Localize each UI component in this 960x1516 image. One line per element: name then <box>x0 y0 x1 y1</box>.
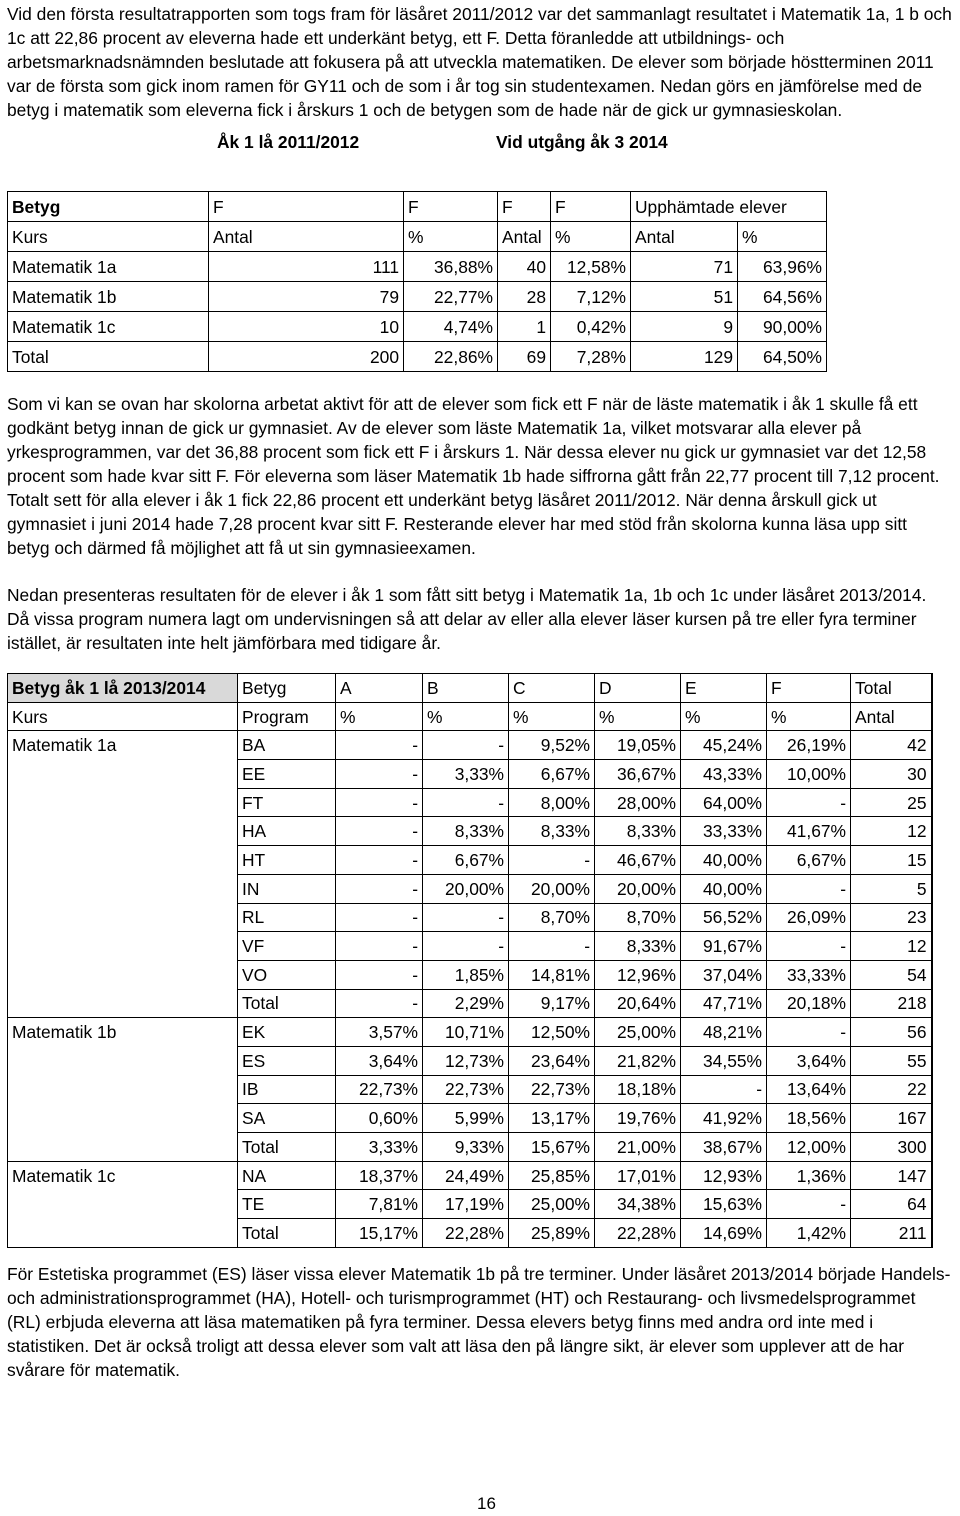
table2-cell <box>8 1190 238 1219</box>
table2-cell: 34,38% <box>595 1190 681 1219</box>
table2-cell: 26,09% <box>767 903 851 932</box>
table1-cell: 64,50% <box>738 342 827 372</box>
table1-cell: 63,96% <box>738 252 827 282</box>
table1-group-heading-1: Åk 1 lå 2011/2012 <box>217 132 360 152</box>
table1-cell: 1 <box>498 312 551 342</box>
table2-cell: A <box>336 674 423 703</box>
table2-cell: 1,42% <box>767 1219 851 1248</box>
table2-cell: 64,00% <box>681 788 767 817</box>
table2-cell <box>8 874 238 903</box>
table2-cell: B <box>423 674 509 703</box>
table2-row <box>8 788 932 817</box>
table2-cell: RL <box>238 903 336 932</box>
table2-cell: 20,00% <box>509 874 595 903</box>
table2-cell: 25,85% <box>509 1161 595 1190</box>
table2-cell: 54 <box>851 960 932 989</box>
table2-cell: Betyg åk 1 lå 2013/2014 <box>8 674 238 703</box>
table1-cell: F <box>551 192 631 222</box>
table2-cell: 8,33% <box>595 932 681 961</box>
table2-cell: - <box>767 1018 851 1047</box>
table2-cell: 25,00% <box>595 1018 681 1047</box>
table1-cell: 51 <box>631 282 738 312</box>
table2-cell: 12,73% <box>423 1046 509 1075</box>
table2-cell: - <box>509 846 595 875</box>
table2-cell: - <box>681 1075 767 1104</box>
table1-cell: 9 <box>631 312 738 342</box>
table2-cell: SA <box>238 1104 336 1133</box>
table2-cell: - <box>767 1190 851 1219</box>
table2-cell: 14,69% <box>681 1219 767 1248</box>
table1-cell: Antal <box>631 222 738 252</box>
table2-cell: Kurs <box>8 702 238 731</box>
table2-cell: Matematik 1c <box>8 1161 238 1190</box>
table2-cell: 30 <box>851 760 932 789</box>
table2-cell: 40,00% <box>681 874 767 903</box>
table2-cell <box>8 960 238 989</box>
table2-row <box>8 1075 932 1104</box>
table2-cell: 20,64% <box>595 989 681 1018</box>
table2-row <box>8 1190 932 1219</box>
table2-row <box>8 760 932 789</box>
table2-cell: % <box>595 702 681 731</box>
table2-cell: 19,76% <box>595 1104 681 1133</box>
table2-cell: - <box>423 731 509 760</box>
table2-cell: - <box>423 932 509 961</box>
table2-cell: - <box>767 874 851 903</box>
table2-cell: 12,96% <box>595 960 681 989</box>
table2-cell <box>8 1046 238 1075</box>
table2-cell: 37,04% <box>681 960 767 989</box>
table2-cell: 9,52% <box>509 731 595 760</box>
table2-cell: ES <box>238 1046 336 1075</box>
table2-cell: 5,99% <box>423 1104 509 1133</box>
table2-cell: - <box>336 817 423 846</box>
table2-cell: 22 <box>851 1075 932 1104</box>
table2-cell: 91,67% <box>681 932 767 961</box>
table2-cell: 12,50% <box>509 1018 595 1047</box>
table1-cell: 4,74% <box>404 312 498 342</box>
table2-row <box>8 846 932 875</box>
table2-cell: 9,17% <box>509 989 595 1018</box>
table2-cell: 10,71% <box>423 1018 509 1047</box>
table2-cell: 40,00% <box>681 846 767 875</box>
table2-cell <box>8 932 238 961</box>
table2-cell <box>8 1104 238 1133</box>
table2-cell: 8,33% <box>595 817 681 846</box>
table1-row-kurs <box>8 222 827 252</box>
table2-cell: 22,73% <box>423 1075 509 1104</box>
table1-cell: 22,77% <box>404 282 498 312</box>
table2-row <box>8 1018 932 1047</box>
table2-cell: 1,36% <box>767 1161 851 1190</box>
table2-cell: - <box>336 989 423 1018</box>
table1-cell: % <box>404 222 498 252</box>
table2-cell: VO <box>238 960 336 989</box>
table2-cell: 211 <box>851 1219 932 1248</box>
intro-paragraph: Vid den första resultatrapporten som togs fram för läsåret 2011/2012 var det sammanlagt resultatet i Matematik 1a, 1 b och 1c att 22,86 procent av eleverna hade ett underkänt betyg, ett F. Detta föranledde att utbildnings- och arbetsmarknadsnämnden beslutade att fokusera på att utveckla matematiken. De elever som började höstterminen 2011 var de första som gick inom ramen för GY11 och de som i år tog sin studentexamen. Nedan görs en jämförelse med de betyg i matematik som eleverna fick i årskurs 1 och de betygen som de hade när de gick ur gymnasieskolan. <box>7 4 952 120</box>
table2-cell: IB <box>238 1075 336 1104</box>
table2-cell <box>8 1075 238 1104</box>
table2-cell: 18,56% <box>767 1104 851 1133</box>
closing-paragraph: För Estetiska programmet (ES) läser vissa elever Matematik 1b på tre terminer. Under läsåret 2013/2014 började Handels- och administrationsprogrammet (HA), Hotell- och turismprogrammet (HT) och Restaurang- och livsmedelsprogrammet (RL) erbjuda eleverna att läsa matematiken på fyra terminer. Dessa elevers betyg finns med andra ord inte med i statistiken. Det är också troligt att dessa elever som valt att läsa den på längre sikt, är elever som upplever att de har svårare för matematik. <box>7 1263 951 1380</box>
table1-row <box>8 252 827 282</box>
table2-cell: - <box>336 731 423 760</box>
table2-cell: % <box>509 702 595 731</box>
table2-cell: 20,00% <box>595 874 681 903</box>
table2-cell: 18,37% <box>336 1161 423 1190</box>
table2-cell: 15 <box>851 846 932 875</box>
table1-cell: 12,58% <box>551 252 631 282</box>
document-page <box>7 2 953 367</box>
lower-content <box>7 392 953 1382</box>
table2-cell: % <box>681 702 767 731</box>
table2-cell: - <box>509 932 595 961</box>
table1-fail-grades <box>7 191 827 372</box>
table2-cell <box>8 1133 238 1162</box>
table2-cell: 41,67% <box>767 817 851 846</box>
table1-cell: 28 <box>498 282 551 312</box>
table2-cell: - <box>423 788 509 817</box>
table2-cell: 167 <box>851 1104 932 1133</box>
table1-cell: Antal <box>498 222 551 252</box>
table2-cell: 10,00% <box>767 760 851 789</box>
table2-header-row <box>8 702 932 731</box>
table2-cell: - <box>336 788 423 817</box>
table2-cell: FT <box>238 788 336 817</box>
table2-cell: Total <box>238 1133 336 1162</box>
table2-cell: Total <box>238 989 336 1018</box>
table2-cell: 12 <box>851 932 932 961</box>
table2-row <box>8 960 932 989</box>
table2-cell: Matematik 1a <box>8 731 238 760</box>
table2-cell: 17,01% <box>595 1161 681 1190</box>
analysis-paragraph: Som vi kan se ovan har skolorna arbetat aktivt för att de elever som fick ett F när de läste matematik i åk 1 skulle få ett godkänt betyg innan de gick ur gymnasiet. Av de elever som läste Matematik 1a, vilket motsvarar alla elever på yrkesprogrammen, var det 36,88 procent som fick ett F i årskurs 1. När dessa elever nu gick ur gymnasiet var det 12,58 procent som hade kvar sitt F. För eleverna som läser Matematik 1b hade siffrorna gått från 22,77 procent till 7,12 procent. Totalt sett för alla elever i åk 1 fick 22,86 procent ett underkänt betyg läsåret 2011/2012. När denna årskull gick ut gymnasiet i juni 2014 hade 7,28 procent kvar sitt F. Resterande elever har med stöd från skolorna kunna läsa upp sitt betyg och därmed få möjlighet att få ut sin gymnasieexamen. <box>7 394 940 558</box>
table2-cell: 14,81% <box>509 960 595 989</box>
table2-cell: 12 <box>851 817 932 846</box>
table2-cell: 9,33% <box>423 1133 509 1162</box>
table2-cell: 8,00% <box>509 788 595 817</box>
table2-cell: Antal <box>851 702 932 731</box>
table2-cell: 6,67% <box>423 846 509 875</box>
table1-cell: 200 <box>209 342 404 372</box>
table2-cell: - <box>336 760 423 789</box>
table2-cell: 17,19% <box>423 1190 509 1219</box>
table2-cell: 2,29% <box>423 989 509 1018</box>
table2-cell: 48,21% <box>681 1018 767 1047</box>
table2-cell <box>8 1219 238 1248</box>
table2-cell: 25 <box>851 788 932 817</box>
table2-cell: E <box>681 674 767 703</box>
table2-cell: 300 <box>851 1133 932 1162</box>
table1-cell: Kurs <box>8 222 209 252</box>
table1-cell: 69 <box>498 342 551 372</box>
table2-cell <box>8 846 238 875</box>
table2-cell: 8,33% <box>423 817 509 846</box>
table1-cell: Matematik 1a <box>8 252 209 282</box>
table2-cell: 45,24% <box>681 731 767 760</box>
table2-cell: 23,64% <box>509 1046 595 1075</box>
table2-cell: 12,00% <box>767 1133 851 1162</box>
table1-cell: Total <box>8 342 209 372</box>
table2-cell: 23 <box>851 903 932 932</box>
table2-cell: 147 <box>851 1161 932 1190</box>
table2-cell: 3,64% <box>767 1046 851 1075</box>
table2-row <box>8 1104 932 1133</box>
table2-cell: EK <box>238 1018 336 1047</box>
table2-cell: 56,52% <box>681 903 767 932</box>
table2-cell: 22,73% <box>336 1075 423 1104</box>
table2-cell: 42 <box>851 731 932 760</box>
table2-cell: Program <box>238 702 336 731</box>
table2-cell: C <box>509 674 595 703</box>
table2-cell: 3,64% <box>336 1046 423 1075</box>
table1-cell: Upphämtade elever <box>631 192 827 222</box>
table2-cell <box>8 788 238 817</box>
table2-cell: 56 <box>851 1018 932 1047</box>
table2-cell: 34,55% <box>681 1046 767 1075</box>
table2-cell: % <box>423 702 509 731</box>
table2-cell: - <box>767 788 851 817</box>
table1-cell: 111 <box>209 252 404 282</box>
table2-cell: 20,00% <box>423 874 509 903</box>
table2-cell: 33,33% <box>767 960 851 989</box>
table2-cell: 6,67% <box>767 846 851 875</box>
table2-cell: 218 <box>851 989 932 1018</box>
table1-row <box>8 312 827 342</box>
table2-cell: 33,33% <box>681 817 767 846</box>
table2-cell: 13,64% <box>767 1075 851 1104</box>
table2-cell: - <box>336 874 423 903</box>
table2-row <box>8 1161 932 1190</box>
table1-cell: Matematik 1b <box>8 282 209 312</box>
table2-cell: 1,85% <box>423 960 509 989</box>
table2-cell: 47,71% <box>681 989 767 1018</box>
table2-cell: 8,33% <box>509 817 595 846</box>
table1-cell: 36,88% <box>404 252 498 282</box>
table1-cell: F <box>209 192 404 222</box>
table2-cell: 26,19% <box>767 731 851 760</box>
table2-cell: BA <box>238 731 336 760</box>
table1-row-total <box>8 342 827 372</box>
table1-cell: Matematik 1c <box>8 312 209 342</box>
table2-cell: - <box>336 903 423 932</box>
table2-cell: 15,63% <box>681 1190 767 1219</box>
table2-cell: 46,67% <box>595 846 681 875</box>
table2-row <box>8 989 932 1018</box>
table2-cell: 8,70% <box>595 903 681 932</box>
table2-cell: 55 <box>851 1046 932 1075</box>
table2-cell: 21,00% <box>595 1133 681 1162</box>
table2-cell: - <box>336 960 423 989</box>
table2-cell: Betyg <box>238 674 336 703</box>
table2-cell: 3,57% <box>336 1018 423 1047</box>
table1-cell: 7,12% <box>551 282 631 312</box>
table2-cell: % <box>336 702 423 731</box>
table1-cell: F <box>404 192 498 222</box>
table2-cell: TE <box>238 1190 336 1219</box>
table2-cell: F <box>767 674 851 703</box>
table2-cell: HT <box>238 846 336 875</box>
table2-cell: 8,70% <box>509 903 595 932</box>
table2-row <box>8 1219 932 1248</box>
table2-row <box>8 874 932 903</box>
table2-cell: - <box>336 932 423 961</box>
table2-cell: 21,82% <box>595 1046 681 1075</box>
table2-cell: 0,60% <box>336 1104 423 1133</box>
table2-cell <box>8 817 238 846</box>
table2-cell: 15,67% <box>509 1133 595 1162</box>
table2-cell: 22,28% <box>595 1219 681 1248</box>
table2-cell: 43,33% <box>681 760 767 789</box>
table1-cell: % <box>551 222 631 252</box>
table2-cell: D <box>595 674 681 703</box>
table2-row <box>8 817 932 846</box>
table1-cell: Antal <box>209 222 404 252</box>
table2-row <box>8 932 932 961</box>
table2-cell: Total <box>238 1219 336 1248</box>
table1-cell: % <box>738 222 827 252</box>
table2-cell: IN <box>238 874 336 903</box>
table2-row <box>8 731 932 760</box>
table2-cell: 28,00% <box>595 788 681 817</box>
table2-cell: - <box>767 932 851 961</box>
table2-cell: EE <box>238 760 336 789</box>
table1-cell: 90,00% <box>738 312 827 342</box>
table1-cell: 22,86% <box>404 342 498 372</box>
table2-cell: 13,17% <box>509 1104 595 1133</box>
table2-cell <box>8 903 238 932</box>
table2-cell: 6,67% <box>509 760 595 789</box>
table2-cell: 18,18% <box>595 1075 681 1104</box>
table2-cell: 22,73% <box>509 1075 595 1104</box>
table2-cell: 22,28% <box>423 1219 509 1248</box>
table1-cell: 10 <box>209 312 404 342</box>
table2-cell: 19,05% <box>595 731 681 760</box>
table2-cell: 25,00% <box>509 1190 595 1219</box>
table2-cell: Matematik 1b <box>8 1018 238 1047</box>
intro-table2-paragraph: Nedan presenteras resultaten för de elever i åk 1 som fått sitt betyg i Matematik 1a, 1b och 1c under läsåret 2013/2014. Då vissa program numera lagt om undervisningen så att delar av eller alla elever läser kursen på tre eller fyra terminer istället, är resultaten inte helt jämförbara med tidigare år. <box>7 585 927 653</box>
table2-cell: 7,81% <box>336 1190 423 1219</box>
table2-cell: % <box>767 702 851 731</box>
table1-cell: Betyg <box>8 192 209 222</box>
table2-cell: 3,33% <box>336 1133 423 1162</box>
table1-cell: 71 <box>631 252 738 282</box>
table1-row <box>8 282 827 312</box>
table1-group-heading-2: Vid utgång åk 3 2014 <box>496 132 668 152</box>
table2-cell: HA <box>238 817 336 846</box>
table2-row <box>8 903 932 932</box>
table2-cell: 3,33% <box>423 760 509 789</box>
table2-cell: 15,17% <box>336 1219 423 1248</box>
table1-cell: 40 <box>498 252 551 282</box>
table1-cell: F <box>498 192 551 222</box>
table2-cell: Total <box>851 674 932 703</box>
table2-cell: 38,67% <box>681 1133 767 1162</box>
table2-cell: NA <box>238 1161 336 1190</box>
table2-cell: 41,92% <box>681 1104 767 1133</box>
table2-cell: - <box>423 903 509 932</box>
table2-cell: 20,18% <box>767 989 851 1018</box>
table2-cell: 36,67% <box>595 760 681 789</box>
table2-row <box>8 1133 932 1162</box>
table2-header-row <box>8 674 932 703</box>
table2-grades-2013-2014 <box>7 673 933 1248</box>
table1-cell: 64,56% <box>738 282 827 312</box>
table1-row-betyg <box>8 192 827 222</box>
table2-cell <box>8 989 238 1018</box>
table2-cell: VF <box>238 932 336 961</box>
table2-cell: 24,49% <box>423 1161 509 1190</box>
page-number: 16 <box>477 1494 496 1513</box>
table2-cell: 64 <box>851 1190 932 1219</box>
table2-cell: - <box>336 846 423 875</box>
table2-cell: 25,89% <box>509 1219 595 1248</box>
table2-cell: 5 <box>851 874 932 903</box>
table1-cell: 0,42% <box>551 312 631 342</box>
table1-cell: 129 <box>631 342 738 372</box>
table2-row <box>8 1046 932 1075</box>
table2-cell: 12,93% <box>681 1161 767 1190</box>
table1-cell: 79 <box>209 282 404 312</box>
table1-cell: 7,28% <box>551 342 631 372</box>
table2-cell <box>8 760 238 789</box>
